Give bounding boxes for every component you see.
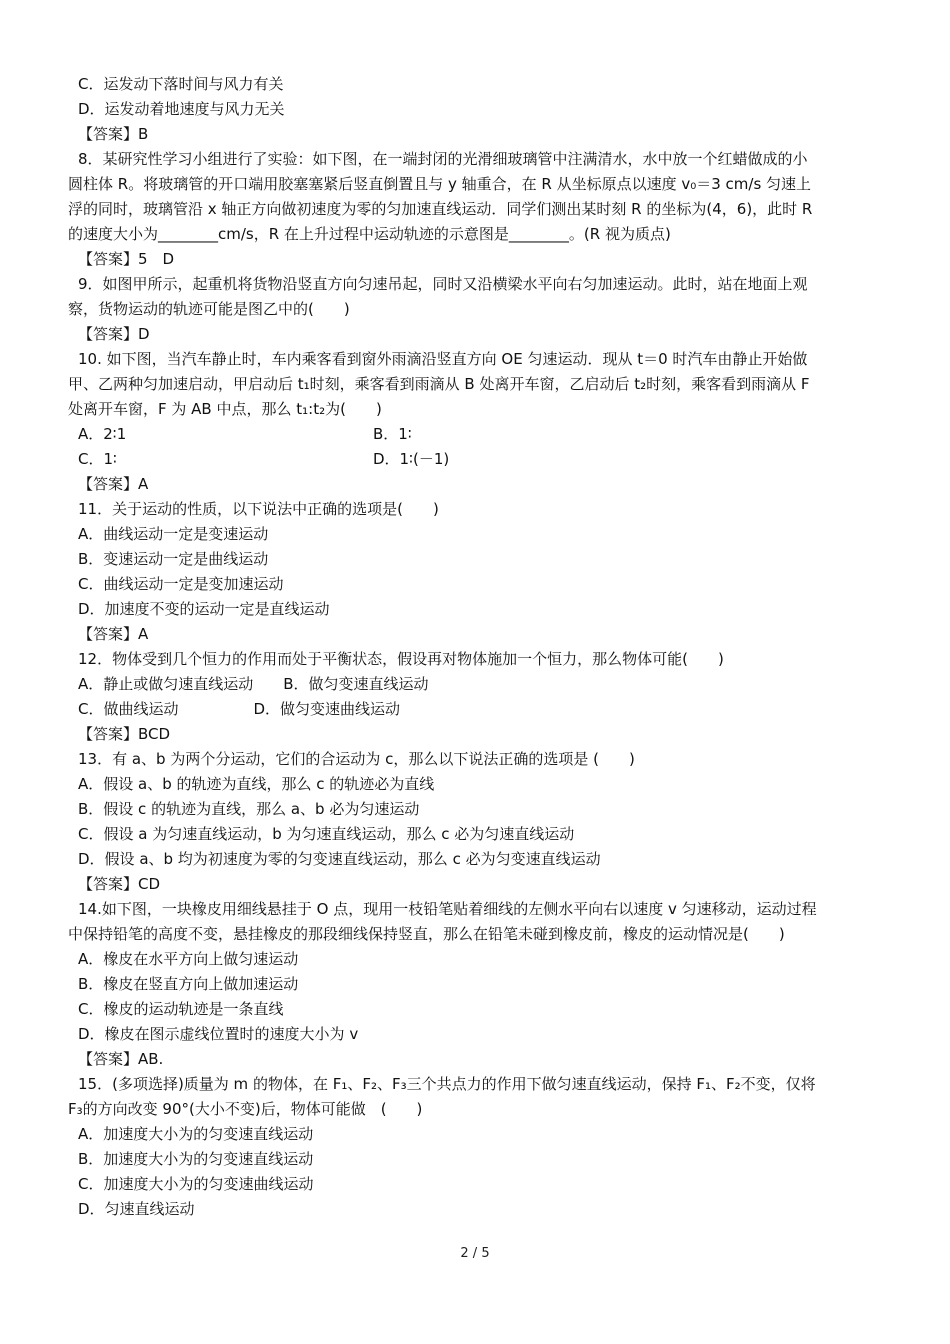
option-line: C．橡皮的运动轨迹是一条直线 (78, 1000, 284, 1018)
option-line: D．匀速直线运动 (78, 1200, 195, 1218)
answer-line: 【答案】CD (78, 875, 161, 893)
option-line: C．假设 a 为匀速直线运动，b 为匀速直线运动，那么 c 必为匀速直线运动 (78, 825, 575, 843)
option-line: A．假设 a、b 的轨迹为直线，那么 c 的轨迹必为直线 (78, 775, 435, 793)
answer-line: 【答案】A (78, 625, 149, 643)
option-line: D．运发动着地速度与风力无关 (78, 100, 285, 118)
question-13-line: 13．有 a、b 为两个分运动，它们的合运动为 c，那么以下说法正确的选项是 ( ) (78, 750, 635, 768)
option-line: D．假设 a、b 均为初速度为零的匀变速直线运动，那么 c 必为匀变速直线运动 (78, 850, 601, 868)
option-line: C．曲线运动一定是变加速运动 (78, 575, 284, 593)
answer-line: 【答案】AB. (78, 1050, 164, 1068)
question-8-line: 浮的同时，玻璃管沿 x 轴正方向做初速度为零的匀加速直线运动．同学们测出某时刻 R 的坐标为(4，6)，此时 R (68, 200, 813, 218)
option-c: C．1∶ (78, 450, 117, 468)
option-line: C．加速度大小为的匀变速曲线运动 (78, 1175, 314, 1193)
question-8-line: 的速度大小为________cm/s，R 在上升过程中运动轨迹的示意图是________。(R 视为质点) (68, 225, 671, 243)
question-9-line: 9．如图甲所示，起重机将货物沿竖直方向匀速吊起，同时又沿横梁水平向右匀加速运动。此时，站在地面上观 (78, 275, 808, 293)
question-12-line: 12．物体受到几个恒力的作用而处于平衡状态，假设再对物体施加一个恒力，那么物体可能( ) (78, 650, 724, 668)
option-line: A．橡皮在水平方向上做匀速运动 (78, 950, 299, 968)
option-line: A．加速度大小为的匀变速直线运动 (78, 1125, 314, 1143)
question-15-line: F₃的方向改变 90°(大小不变)后，物体可能做 ( ) (68, 1100, 423, 1118)
answer-line: 【答案】BCD (78, 725, 171, 743)
option-b: B．1∶ (373, 425, 412, 443)
option-line: B．假设 c 的轨迹为直线，那么 a、b 必为匀速运动 (78, 800, 420, 818)
option-line: B．加速度大小为的匀变速直线运动 (78, 1150, 314, 1168)
answer-line: 【答案】A (78, 475, 149, 493)
question-10-line: 10. 如下图，当汽车静止时，车内乘客看到窗外雨滴沿竖直方向 OE 匀速运动．现从 t＝0 时汽车由静止开始做 (78, 350, 808, 368)
option-line: D．橡皮在图示虚线位置时的速度大小为 v (78, 1025, 359, 1043)
question-11-line: 11．关于运动的性质，以下说法中正确的选项是( ) (78, 500, 439, 518)
option-line: C．做曲线运动 D．做匀变速曲线运动 (78, 700, 401, 718)
option-line: D．加速度不变的运动一定是直线运动 (78, 600, 330, 618)
question-8-line: 8．某研究性学习小组进行了实验：如下图，在一端封闭的光滑细玻璃管中注满清水，水中放一个红蜡做成的小 (78, 150, 808, 168)
question-10-line: 处离开车窗，F 为 AB 中点，那么 t₁:t₂为( ) (68, 400, 382, 418)
page-content (68, 72, 888, 1222)
option-line: A．曲线运动一定是变速运动 (78, 525, 269, 543)
answer-line: 【答案】D (78, 325, 150, 343)
options-row (68, 447, 888, 472)
answer-line: 【答案】5 D (78, 250, 175, 268)
question-10-line: 甲、乙两种匀加速启动，甲启动后 t₁时刻，乘客看到雨滴从 B 处离开车窗，乙启动后 t₂时刻，乘客看到雨滴从 F (68, 375, 810, 393)
question-8-line: 圆柱体 R。将玻璃管的开口端用胶塞塞紧后竖直倒置且与 y 轴重合，在 R 从坐标原点以速度 v₀＝3 cm/s 匀速上 (68, 175, 812, 193)
option-a: A．2∶1 (78, 425, 127, 443)
option-line: B．变速运动一定是曲线运动 (78, 550, 269, 568)
page-number: 2 / 5 (460, 1246, 490, 1261)
answer-line: 【答案】B (78, 125, 149, 143)
option-d: D．1∶(－1) (373, 450, 450, 468)
options-row (68, 422, 888, 447)
option-line: A．静止或做匀速直线运动 B．做匀变速直线运动 (78, 675, 429, 693)
question-9-line: 察，货物运动的轨迹可能是图乙中的( ) (68, 300, 350, 318)
question-14-line: 中保持铅笔的高度不变，悬挂橡皮的那段细线保持竖直，那么在铅笔未碰到橡皮前，橡皮的运动情况是( ) (68, 925, 785, 943)
option-line: B．橡皮在竖直方向上做加速运动 (78, 975, 299, 993)
question-15-line: 15．(多项选择)质量为 m 的物体，在 F₁、F₂、F₃三个共点力的作用下做匀速直线运动，保持 F₁、F₂不变，仅将 (78, 1075, 816, 1093)
question-14-line: 14.如下图，一块橡皮用细线悬挂于 O 点，现用一枝铅笔贴着细线的左侧水平向右以速度 v 匀速移动，运动过程 (78, 900, 817, 918)
option-line: C．运发动下落时间与风力有关 (78, 75, 284, 93)
